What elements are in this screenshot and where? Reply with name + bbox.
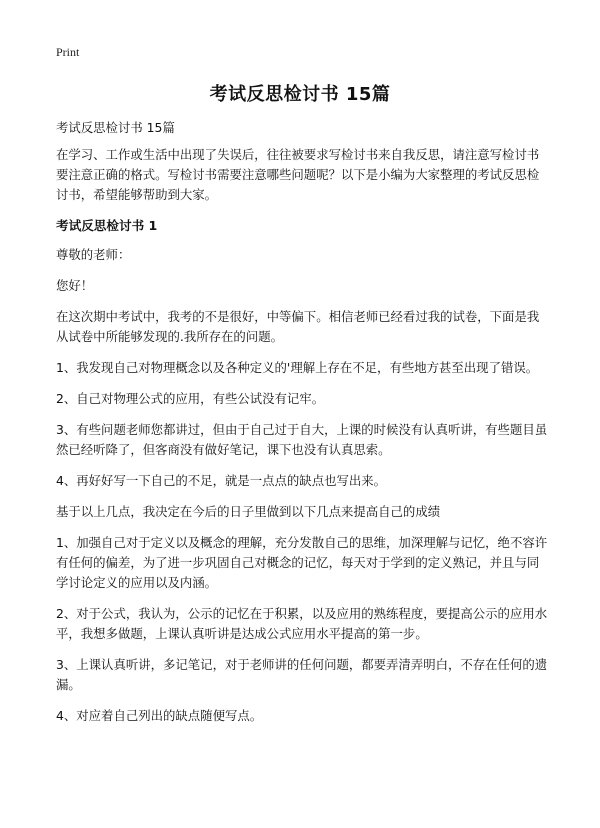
- body-paragraph: 3、上课认真听讲，多记笔记，对于老师讲的任何问题，都要弄清弄明白，不存在任何的遗漏。: [56, 657, 548, 692]
- greeting: 您好！: [56, 278, 94, 293]
- section-heading: 考试反思检讨书 1: [56, 218, 158, 233]
- body-paragraph: 1、我发现自己对物理概念以及各种定义的'理解上存在不足，有些地方甚至出现了错误。: [56, 360, 539, 375]
- body-paragraph: 3、有些问题老师您都讲过，但由于自己过于自大，上课的时候没有认真听讲，有些题目虽然已经听降了，但客商没有做好笔记，课下也没有认真思索。: [56, 422, 548, 457]
- body-paragraph: 4、再好好写一下自己的不足，就是一点点的缺点也写出来。: [56, 473, 387, 488]
- page-title: 考试反思检讨书 15篇: [209, 84, 391, 105]
- body-paragraph: 在这次期中考试中，我考的不是很好，中等偏下。相信老师已经看过我的试卷，下面是我从试卷中所能够发现的.我所存在的问题。: [56, 309, 540, 344]
- document-subtitle: 考试反思检讨书 15篇: [56, 120, 175, 135]
- document-body: [56, 118, 550, 737]
- salutation: 尊敬的老师：: [56, 247, 131, 262]
- body-paragraph: 1、加强自己对于定义以及概念的理解，充分发散自己的思维，加深理解与记忆，绝不容许有任何的偏差，为了进一步巩固自己对概念的记忆，每天对于学到的定义熟记，并且与同学讨论定义的应用以及内涵。: [56, 535, 548, 590]
- body-paragraph: 基于以上几点，我决定在今后的日子里做到以下几点来提高自己的成绩: [56, 504, 441, 519]
- print-link[interactable]: Print: [56, 45, 80, 59]
- body-paragraph: 2、自己对物理公式的应用，有些公试没有记牢。: [56, 391, 325, 406]
- body-paragraph: 2、对于公式，我认为，公示的记忆在于积累，以及应用的熟练程度，要提高公示的应用水平，我想多做题，上课认真听讲是达成公式应用水平提高的第一步。: [56, 606, 548, 641]
- body-paragraph: 4、对应着自己列出的缺点随便写点。: [56, 708, 263, 723]
- intro-paragraph: 在学习、工作或生活中出现了失误后，往往被要求写检讨书来自我反思，请注意写检讨书要注意正确的格式。写检讨书需要注意哪些问题呢？以下是小编为大家整理的考试反思检讨书，希望能够帮助到大家。: [56, 147, 540, 202]
